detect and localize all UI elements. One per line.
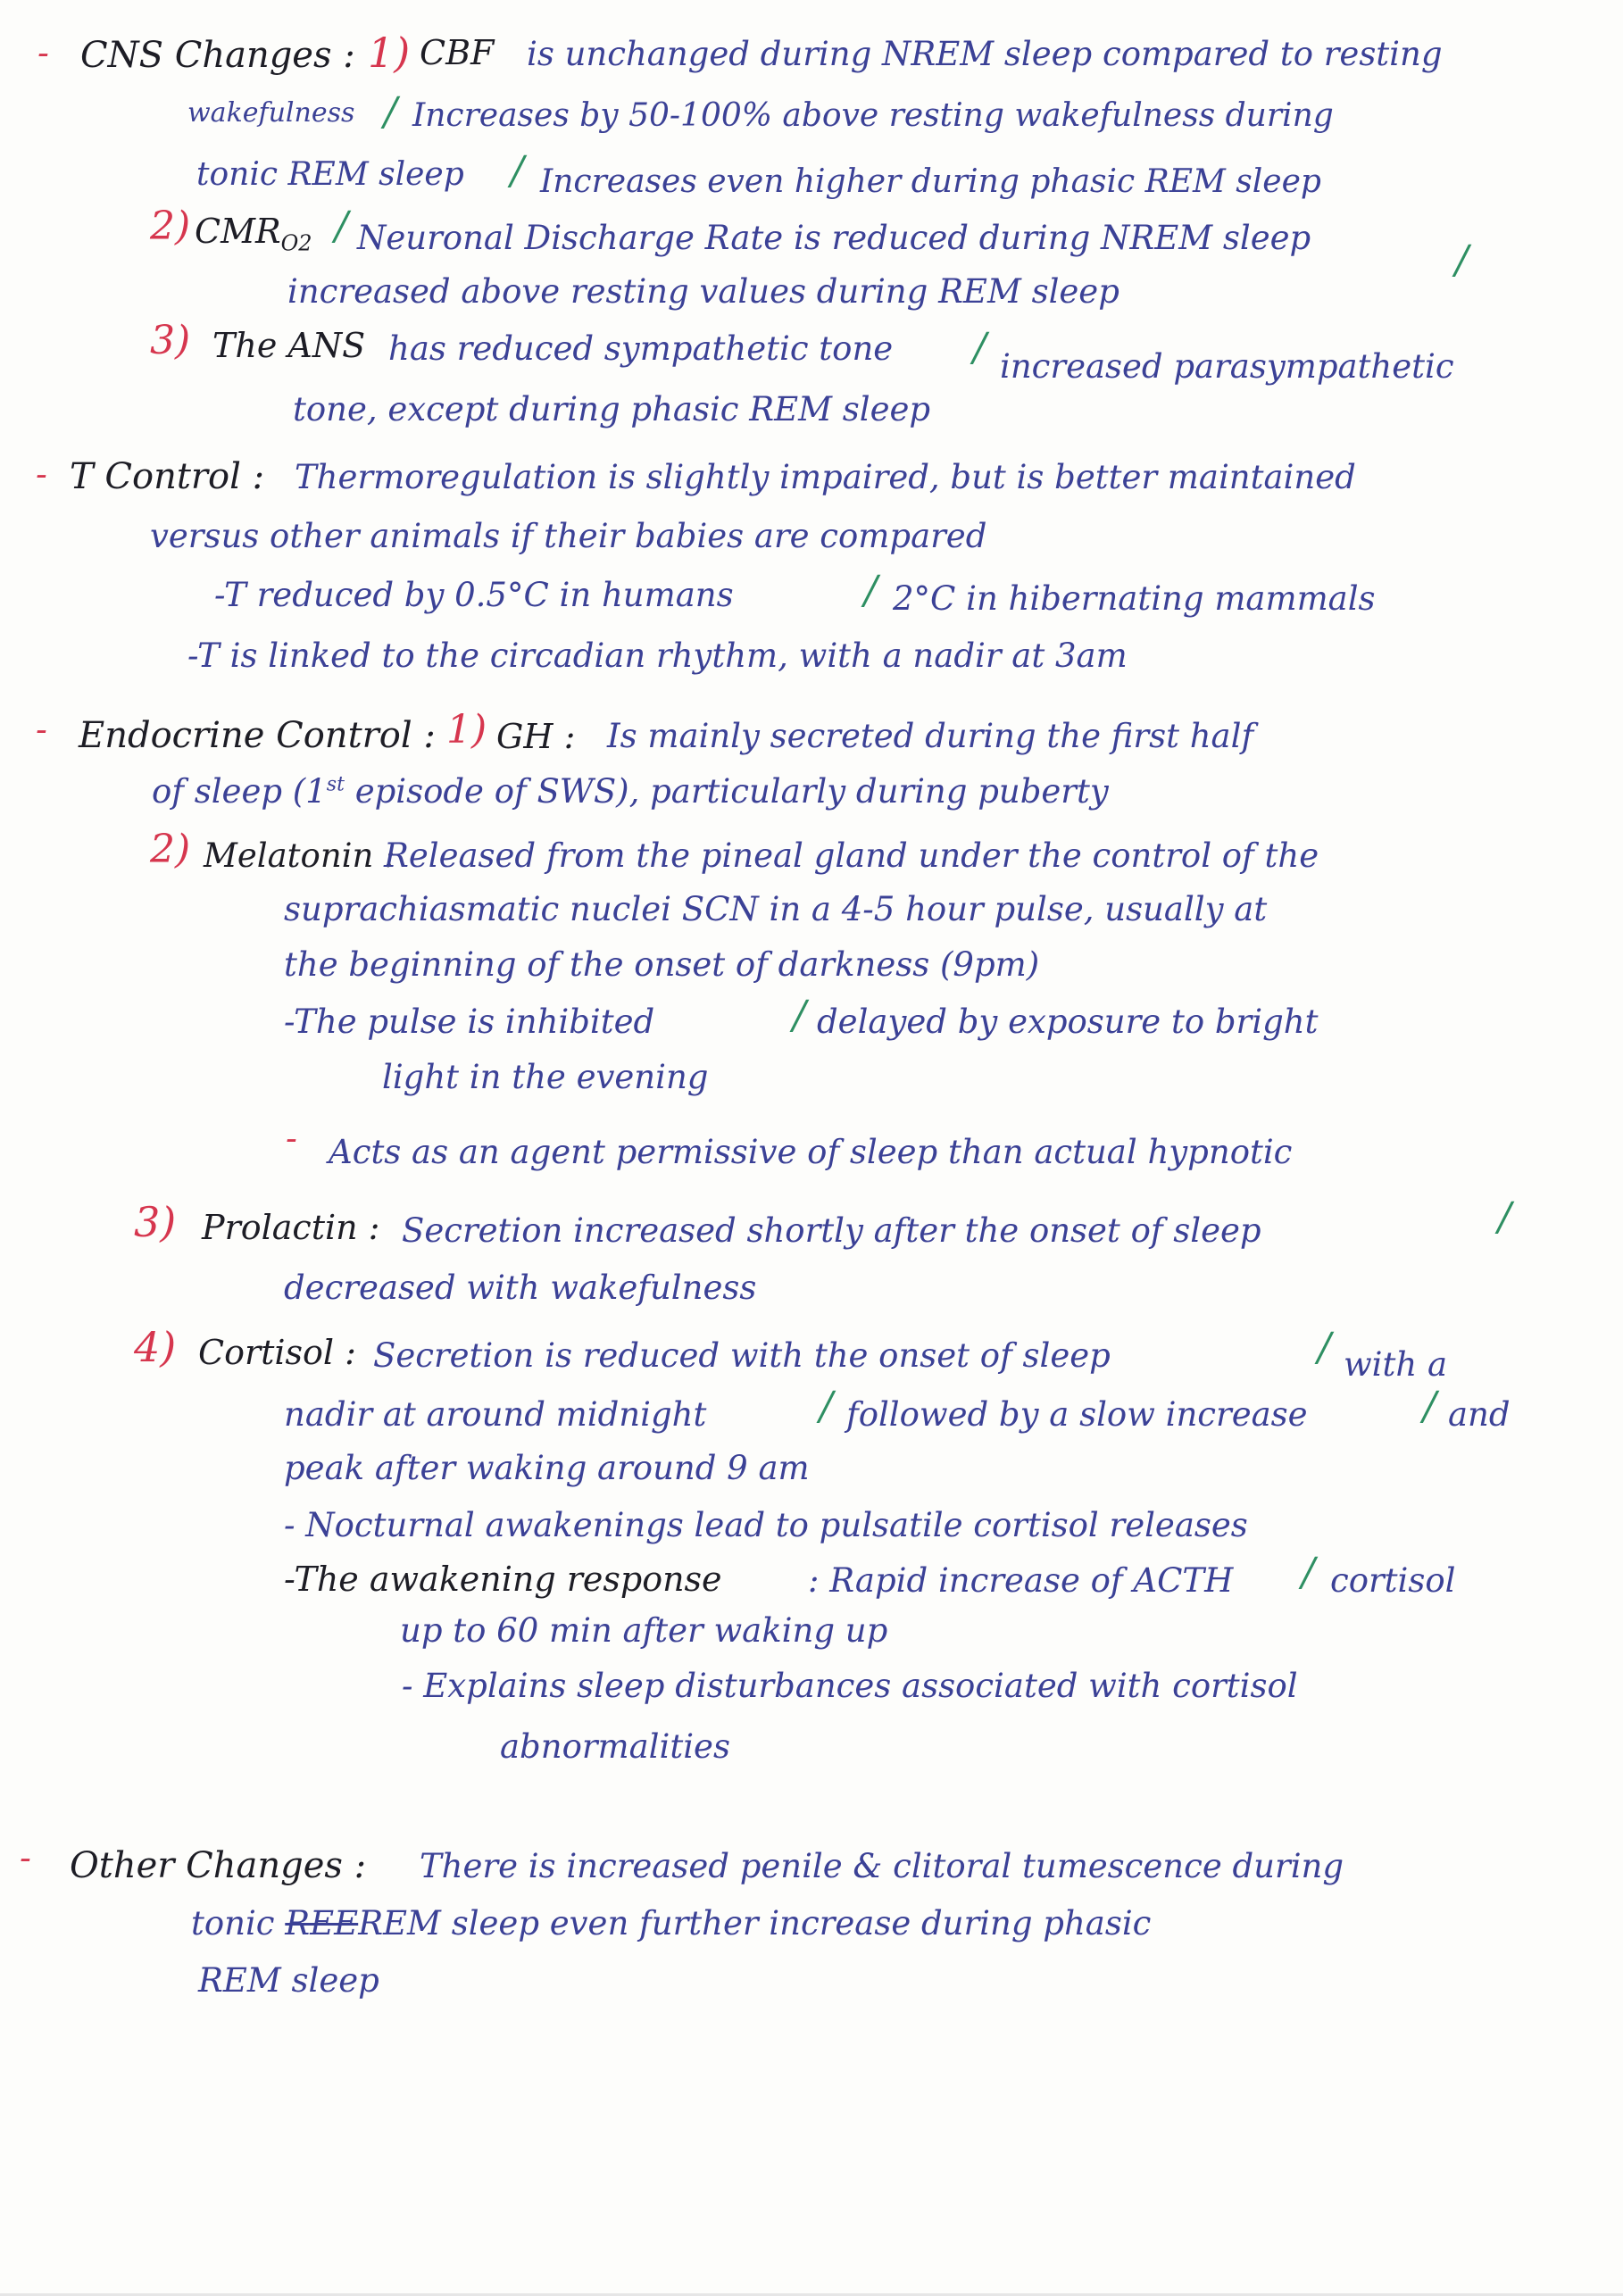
item-lead <box>195 214 312 254</box>
text-line: versus other animals if their babies are compared <box>150 517 987 555</box>
text-line: delayed by exposure to bright <box>817 1002 1319 1041</box>
text-line: Released from the pineal gland under the control of the <box>384 836 1319 875</box>
text-line: is unchanged during NREM sleep compared to resting <box>527 35 1443 73</box>
text-line: and <box>1448 1395 1511 1434</box>
divider-slash: / <box>335 204 348 249</box>
text-line: Increases by 50-100% above resting wakefulness during <box>412 97 1334 134</box>
text-line: increased parasympathetic <box>1000 347 1454 386</box>
text-line: -T reduced by 0.5°C in humans <box>214 576 734 614</box>
cmr-label: CMR <box>195 212 281 251</box>
text-line: light in the evening <box>382 1058 709 1096</box>
bullet-dash: - <box>36 454 47 494</box>
text-line: tone, except during phasic REM sleep <box>293 390 931 428</box>
text-line <box>152 772 1109 811</box>
divider-slash: / <box>1455 237 1469 283</box>
gh-line-part: episode of SWS), particularly during puberty <box>354 772 1109 811</box>
divider-slash: / <box>820 1384 833 1429</box>
text-line: Secretion is reduced with the onset of sleep <box>373 1336 1111 1375</box>
text-line: - Explains sleep disturbances associated with cortisol <box>402 1667 1298 1705</box>
text-line: followed by a slow increase <box>846 1395 1308 1434</box>
other-line-part: tonic <box>191 1904 275 1942</box>
text-line <box>191 1904 1152 1942</box>
cmr-subscript: O2 <box>280 230 312 256</box>
text-line: decreased with wakefulness <box>284 1269 757 1307</box>
divider-slash: / <box>511 148 524 194</box>
divider-slash: / <box>1498 1194 1511 1240</box>
text-line: the beginning of the onset of darkness (9pm) <box>284 945 1040 984</box>
item-number: 3) <box>150 318 191 363</box>
divider-slash: / <box>1423 1384 1436 1429</box>
text-line: -The pulse is inhibited <box>284 1002 655 1041</box>
divider-slash: / <box>793 993 806 1038</box>
text-line: increased above resting values during REM sleep <box>287 272 1119 311</box>
section-heading-tcontrol: T Control : <box>70 456 265 497</box>
ordinal-suffix: st <box>326 773 345 796</box>
text-line: suprachiasmatic nuclei SCN in a 4-5 hour pulse, usually at <box>284 890 1268 928</box>
item-lead: -The awakening response <box>284 1560 722 1599</box>
section-heading-endocrine: Endocrine Control : <box>79 715 436 756</box>
text-line: nadir at around midnight <box>284 1395 707 1434</box>
text-line: Secretion increased shortly after the onset of sleep <box>402 1211 1261 1250</box>
item-lead: GH : <box>496 717 576 756</box>
gh-line-part: of sleep (1 <box>152 772 327 811</box>
text-line: with a <box>1344 1345 1448 1384</box>
text-line: Thermoregulation is slightly impaired, but is better maintained <box>295 458 1356 496</box>
item-lead: Cortisol : <box>198 1333 356 1372</box>
struck-word: REE <box>285 1904 359 1942</box>
bullet-dash: - <box>37 33 49 72</box>
item-number: 2) <box>150 204 191 249</box>
text-line: - Nocturnal awakenings lead to pulsatile cortisol releases <box>284 1506 1248 1544</box>
section-heading-other: Other Changes : <box>70 1845 367 1886</box>
text-line: up to 60 min after waking up <box>400 1611 888 1650</box>
item-lead: Melatonin : <box>204 836 395 875</box>
text-line: Acts as an agent permissive of sleep than actual hypnotic <box>329 1133 1293 1171</box>
text-line: cortisol <box>1330 1561 1456 1600</box>
divider-slash: / <box>973 325 986 370</box>
bullet-dash: - <box>36 710 47 749</box>
text-line: -T is linked to the circadian rhythm, with a nadir at 3am <box>187 636 1128 675</box>
text-line: Increases even higher during phasic REM sleep <box>540 163 1321 200</box>
item-lead: CBF <box>420 33 495 72</box>
text-line: tonic REM sleep <box>196 156 464 193</box>
divider-slash: / <box>384 89 397 135</box>
item-number: 2) <box>150 827 191 872</box>
text-line: Neuronal Discharge Rate is reduced during NREM sleep <box>357 219 1311 257</box>
text-line: wakefulness <box>187 97 355 129</box>
text-line: abnormalities <box>500 1727 730 1766</box>
text-line: has reduced sympathetic tone <box>388 329 894 368</box>
text-line: There is increased penile & clitoral tumescence during <box>420 1847 1344 1885</box>
item-number: 3) <box>134 1198 177 1246</box>
item-lead: The ANS <box>212 326 366 365</box>
item-number: 1) <box>446 707 487 753</box>
bullet-dash: - <box>20 1838 31 1877</box>
item-number: 1) <box>368 29 411 77</box>
text-line: 2°C in hibernating mammals <box>893 579 1376 618</box>
divider-slash: / <box>1318 1325 1331 1370</box>
other-line-part: REM sleep even further increase during phasic <box>358 1904 1152 1942</box>
text-line: Is mainly secreted during the first half <box>607 717 1254 755</box>
divider-slash: / <box>1302 1550 1315 1595</box>
item-number: 4) <box>134 1323 177 1371</box>
divider-slash: / <box>864 568 878 613</box>
text-line: peak after waking around 9 am <box>284 1449 810 1487</box>
section-heading-cns: CNS Changes : <box>80 35 355 76</box>
bullet-dash: - <box>286 1119 297 1158</box>
text-line: REM sleep <box>198 1961 379 2000</box>
item-lead: Prolactin : <box>202 1208 380 1247</box>
text-line: : Rapid increase of ACTH <box>808 1561 1234 1600</box>
